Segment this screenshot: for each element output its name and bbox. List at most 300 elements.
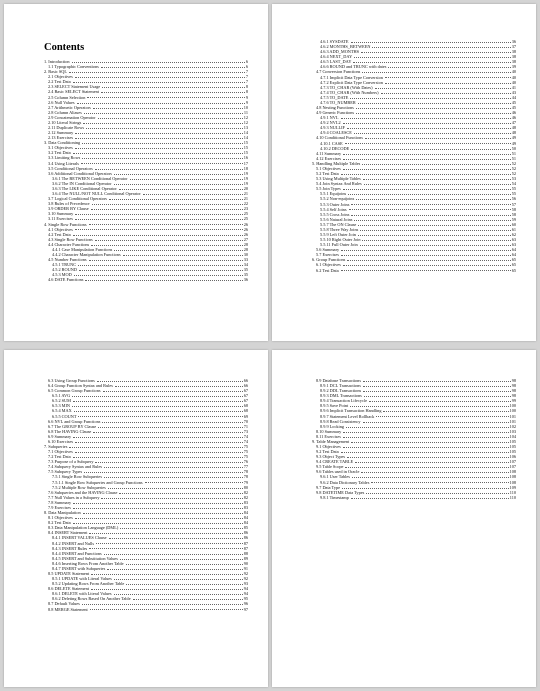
toc-entry-page: 74 (243, 433, 248, 439)
dot-leader (119, 493, 242, 494)
toc-entry-title: 9.7 Data Type (316, 484, 341, 490)
toc-entry-page: 49 (511, 140, 516, 146)
dot-leader (351, 498, 509, 499)
toc-entry-page: 84 (243, 515, 248, 521)
dot-leader (363, 422, 509, 423)
toc-entry-page: 108 (509, 474, 516, 480)
toc-entry-title: 8.10 Summary (316, 428, 342, 434)
toc-entry-page: 98 (511, 393, 516, 399)
toc-entry-page: 59 (511, 216, 516, 222)
dot-leader (346, 427, 509, 428)
toc-entry-title: 7.3 Purpose of a Subquery (48, 459, 94, 465)
toc-entry-page: 53 (511, 176, 516, 182)
toc-entry-title: 4.10.2 DECODE (320, 145, 350, 151)
toc-entry[interactable] (44, 277, 248, 282)
toc-entry-page: 63 (511, 242, 516, 248)
toc-entry-title: 5.4 Join Syntax And Rules (316, 181, 362, 187)
dot-leader (362, 240, 510, 241)
toc-entry-title: 3.6.1 The BETWEEN Conditional Operator (52, 175, 128, 181)
toc-entry-title: 2.9 Concatenation Operator (48, 114, 96, 120)
toc-entry-page: 69 (243, 413, 248, 419)
toc-entry-page: 40 (511, 79, 516, 85)
toc-entry-page: 101 (509, 418, 516, 424)
toc-entry-title: 3.6 Additional Conditional Operators (48, 170, 112, 176)
dot-leader (75, 452, 243, 453)
toc-entry-page: 87 (243, 540, 248, 546)
dot-leader (362, 72, 510, 73)
dot-leader (372, 47, 510, 48)
toc-entry-page: 8 (245, 89, 248, 95)
toc-entry-title: 4.7.5 TO_DATE (320, 94, 349, 100)
dot-leader (350, 98, 510, 99)
toc-entry-title: 4.9.3 NULLIF (320, 125, 345, 131)
toc-entry-page: 96 (243, 601, 248, 607)
dot-leader (92, 204, 243, 205)
toc-entry-title: 8.9.7 Statement Level Rollback (320, 413, 375, 419)
dot-leader (89, 260, 243, 261)
toc-entry-title: 8.5.2 Updating Rows From Another Table (52, 581, 125, 587)
toc-entry-title: 8.6.2 Deleting Rows Based On Another Table (52, 596, 131, 602)
toc-entry-page: 7 (245, 74, 248, 80)
dot-leader (75, 148, 243, 149)
dot-leader (75, 442, 243, 443)
toc-entry-title: 2.3 SELECT Statement Usage (48, 84, 101, 90)
dot-leader (371, 482, 508, 483)
dot-leader (347, 260, 510, 261)
dot-leader (126, 564, 243, 565)
dot-leader (114, 184, 243, 185)
toc-entry-page: 52 (511, 171, 516, 177)
toc-entry-page: 58 (511, 206, 516, 212)
toc-entry-title: 2.2 Test Data (48, 79, 71, 85)
dot-leader (343, 159, 511, 160)
toc-entry-title: 4.6.3 ADD_MONTHS (320, 49, 360, 55)
toc-entry-title: 8.5.1 UPDATE with Literal Values (52, 576, 112, 582)
toc-entry-title: 4.5.1 TRUNC (52, 262, 77, 268)
toc-entry-page: 9 (245, 94, 248, 100)
toc-entry-title: 4.5 Number Functions (48, 257, 87, 263)
toc-entry-page: 82 (243, 489, 248, 495)
toc-entry-page: 45 (511, 105, 516, 111)
toc-entry-page: 98 (511, 383, 516, 389)
dot-leader (74, 275, 243, 276)
dot-leader (351, 442, 508, 443)
toc-entry-title: 6.10 Exercises (48, 438, 74, 444)
toc-entry-title: 7.7 Null Values in a Subquery (48, 494, 100, 500)
dot-leader (358, 103, 511, 104)
dot-leader (97, 381, 243, 382)
dot-leader (364, 396, 511, 397)
dot-leader (78, 416, 242, 417)
toc-entry-page: 86 (243, 535, 248, 541)
dot-leader (89, 224, 243, 225)
toc-entry-title: 4.10 Conditional Functions (316, 135, 363, 141)
toc-entry-page: 7 (245, 79, 248, 85)
toc-entry-title: 2.11 Duplicate Rows (48, 125, 85, 131)
toc-entry-page: 44 (511, 94, 516, 100)
dot-leader (82, 158, 242, 159)
toc-entry-page: 9 (245, 99, 248, 105)
dot-leader (75, 214, 242, 215)
dot-leader (95, 240, 243, 241)
dot-leader (343, 432, 508, 433)
toc-entry-title: 6.4 Group Function Syntax and Rules (48, 383, 113, 389)
toc-entry-page: 40 (511, 74, 516, 80)
dot-leader (130, 179, 243, 180)
toc-entry-title: 4.7 Conversion Functions (316, 69, 361, 75)
toc-entry-title: 8.11 Exercises (316, 433, 341, 439)
dot-leader (103, 391, 243, 392)
toc-entry-page: 27 (243, 236, 248, 242)
toc-entry-title: 8.2 Test Data (48, 520, 71, 526)
toc-entry-page: 26 (243, 226, 248, 232)
dot-leader (354, 133, 511, 134)
toc-entry-title: 7.4 Subquery Syntax and Rules (48, 464, 103, 470)
toc-entry-title: 8.9.6 Implicit Transaction Handling (320, 408, 382, 414)
toc-entry-title: 8.9.2 DDL Transactions (320, 388, 362, 394)
dot-leader (85, 280, 242, 281)
toc-entry-title: 4.4.2 Character Manipulation Functions (52, 251, 121, 257)
toc-entry-title: 5.1 Objectives (316, 165, 341, 171)
toc-entry-title: 1. Introduction (44, 59, 70, 64)
toc-entry-page: 108 (509, 469, 516, 475)
toc-entry-page: 109 (509, 484, 516, 490)
toc-entry-title: 9.6.2 Data Dictionary Tables (320, 479, 370, 485)
dot-leader (84, 472, 243, 473)
toc-entry-page: 26 (243, 231, 248, 237)
toc-entry-page: 48 (511, 130, 516, 136)
toc-entry-page: 23 (243, 206, 248, 212)
toc-entry-title: 5.5.5 Cross Joins (320, 211, 350, 217)
dot-leader (75, 219, 243, 220)
dot-leader (77, 103, 245, 104)
toc-entry-title: 4.7.1 Implicit Data Type Conversion (320, 74, 383, 80)
dot-leader (84, 113, 243, 114)
toc-entry-page: 98 (511, 388, 516, 394)
toc-entry-title: 6.5.2 SUM (52, 398, 71, 404)
toc-entry-page: 20 (243, 185, 248, 191)
toc-entry-title: 8.4.5 INSERT and Substitution Values (52, 555, 118, 561)
toc-entry-page: 15 (243, 145, 248, 151)
toc-entry-page: 73 (243, 428, 248, 434)
dot-leader (341, 452, 509, 453)
toc-entry-title: 4.9.2 NVL2 (320, 120, 341, 126)
toc-entry-page: 64 (511, 247, 516, 253)
dot-leader (69, 447, 242, 448)
toc-entry-page: 91 (243, 565, 248, 571)
toc-entry-title: 5.5.7 The ON Clause (320, 221, 357, 227)
toc-entry-page: 99 (511, 398, 516, 404)
toc-entry-title: 8.3 Data Manipulation Language (DML) (48, 525, 119, 531)
toc-entry-title: 8.7 Default Values (48, 601, 80, 607)
dot-leader (351, 215, 510, 216)
toc-entry-page: 14 (243, 135, 248, 141)
dot-leader (358, 235, 511, 236)
dot-leader (98, 427, 243, 428)
toc-entry-title: 2.8 Column Aliases (48, 109, 82, 115)
dot-leader (90, 609, 243, 610)
dot-leader (91, 589, 243, 590)
dot-leader (120, 528, 242, 529)
dot-leader (343, 447, 509, 448)
toc-entry-title: 2.4 Basic SELECT Statement (48, 89, 100, 95)
toc-entry-title: 3.1 Objectives (48, 145, 73, 151)
toc-entry-title: 7.5.2 Multiple Row Subqueries (52, 484, 106, 490)
toc-entry-title: 8.4.6 Inserting Rows From Another Table (52, 560, 124, 566)
toc-entry-page: 110 (509, 494, 516, 500)
toc-entry-page: 37 (511, 44, 516, 50)
dot-leader (86, 128, 243, 129)
toc-entry-title: 5.5.10 Right Outer Join (320, 237, 361, 243)
toc-entry-page: 34 (243, 262, 248, 268)
toc-entry-title: 9.5 Table Scope (316, 464, 344, 470)
toc-entry-title: 3.6.4 The NULL/NOT NULL Conditional Operator (52, 191, 141, 197)
toc-entry-page: 28 (243, 246, 248, 252)
dot-leader (352, 477, 509, 478)
toc-entry-page: 76 (243, 459, 248, 465)
toc-entry-page: 108 (509, 479, 516, 485)
toc-entry-page: 74 (243, 438, 248, 444)
toc-entry-page: 19 (243, 180, 248, 186)
dot-leader (356, 113, 511, 114)
dot-leader (104, 477, 243, 478)
toc-entry-title: 6.2 Test Data (316, 267, 339, 273)
toc-entry-page: 100 (509, 403, 516, 409)
dot-leader (73, 82, 245, 83)
dot-leader (107, 569, 242, 570)
toc-entry-title: 6. Group Functions (312, 257, 346, 263)
toc-entry-title: 5.3 Using Multiple Tables (316, 176, 361, 182)
toc-entry-title: 9.2 Test Data (316, 449, 339, 455)
toc-list (312, 39, 516, 273)
dot-leader (74, 411, 243, 412)
toc-entry-title: 4.7.6 TO_NUMBER (320, 99, 356, 105)
toc-entry-page: 106 (509, 454, 516, 460)
toc-entry-page: 38 (511, 59, 516, 65)
toc-entry-title: 2.12 Summary (48, 130, 74, 136)
dot-leader (343, 437, 509, 438)
toc-entry-title: 2. Basic SQL (44, 69, 68, 75)
toc-entry-page: 97 (243, 606, 248, 612)
dot-leader (363, 386, 511, 387)
dot-leader (369, 401, 511, 402)
toc-entry-page: 65 (511, 262, 516, 268)
toc-entry-page: 54 (511, 181, 516, 187)
toc-entry-page: 92 (243, 576, 248, 582)
dot-leader (365, 138, 511, 139)
dot-leader (109, 199, 243, 200)
toc-entry-title: 7.8 Summary (48, 499, 72, 505)
dot-leader (366, 493, 508, 494)
toc-entry-page: 100 (509, 408, 516, 414)
toc-entry-page: 87 (243, 545, 248, 551)
dot-leader (341, 270, 511, 271)
toc-entry-page: 56 (511, 196, 516, 202)
toc-entry-title: 3.6.3 The LIKE Conditional Operator (52, 185, 117, 191)
toc-entry-page: 58 (511, 211, 516, 217)
dot-leader (109, 538, 243, 539)
toc-entry-title: 4.4 Character Functions (48, 241, 90, 247)
toc-entry-title: 2.1 Objectives (48, 74, 73, 80)
dot-leader (341, 174, 511, 175)
dot-leader (363, 391, 511, 392)
dot-leader (73, 153, 243, 154)
dot-leader (348, 194, 511, 195)
toc-entry-page: 11 (243, 109, 248, 115)
dot-leader (72, 62, 245, 63)
dot-leader (388, 67, 510, 68)
toc-entry-page: 38 (511, 49, 516, 55)
dot-leader (354, 220, 510, 221)
toc-entry-page: 36 (511, 39, 516, 44)
dot-leader (376, 416, 508, 417)
toc-entry-title: 4.7.4 TO_CHAR (With Numbers) (320, 89, 379, 95)
toc-entry-page: 67 (243, 398, 248, 404)
toc-entry-page: 38 (511, 54, 516, 60)
toc-entry-title: 9.8.1 Timestamp (320, 494, 349, 500)
toc-entry-page: 67 (243, 393, 248, 399)
toc-entry-page: 60 (511, 221, 516, 227)
toc-list (312, 378, 516, 500)
toc-entry-page: 52 (511, 165, 516, 171)
dot-leader (114, 174, 243, 175)
toc-entry-page: 16 (243, 155, 248, 161)
toc-entry-title: 2.10 Literal Strings (48, 119, 82, 125)
toc-entry-title: 8.9.8 Read Consistency (320, 418, 361, 424)
toc-entry-title: 8. Data Manipulation (44, 510, 81, 516)
toc-entry-title: 6.6 NVL and Group Functions (48, 418, 101, 424)
toc-entry-page: 35 (243, 272, 248, 278)
dot-leader (114, 250, 242, 251)
dot-leader (341, 250, 511, 251)
toc-entry-page: 15 (243, 150, 248, 156)
toc-entry-title: 4.3 Single Row Functions (48, 236, 93, 242)
toc-entry-title: 8.9.5 Save Point (320, 403, 349, 409)
dot-leader (95, 462, 242, 463)
toc-entry-title: 6.5.4 MAX (52, 408, 72, 414)
toc-entry-page: 88 (243, 550, 248, 556)
toc-entry-page: 45 (511, 99, 516, 105)
dot-leader (73, 437, 243, 438)
dot-leader (354, 57, 511, 58)
toc-entry-page: 86 (243, 530, 248, 536)
toc-entry-title: 4.4.1 Case Manipulation Functions (52, 246, 113, 252)
dot-leader (98, 118, 243, 119)
dot-leader (75, 229, 243, 230)
toc-entry-title: 8.4.2 INSERT and Nulls (52, 540, 95, 546)
toc-entry-page: 84 (243, 520, 248, 526)
dot-leader (93, 108, 243, 109)
toc-entry-page: 63 (511, 237, 516, 243)
toc-entry-title: 9.8 DATETIME Data Types (316, 489, 365, 495)
dot-leader (351, 42, 511, 43)
toc-entry-title: 5. Handling Multiple Tables (312, 160, 361, 166)
dot-leader (75, 518, 243, 519)
toc-entry-title: 7. Subqueries (44, 444, 68, 450)
dot-leader (75, 77, 245, 78)
toc-entry-page: 50 (511, 145, 516, 151)
dot-leader (385, 77, 511, 78)
toc-entry-title: 5.5.3 Outer Joins (320, 201, 350, 207)
toc-entry-title: 3.10 Summary (48, 211, 74, 217)
toc-entry-title: 7.5.1 Single Row Subqueries (52, 474, 103, 480)
toc-entry-title: 5.5 Join Types (316, 186, 341, 192)
toc-entry[interactable] (312, 268, 516, 273)
dot-leader (343, 189, 511, 190)
dot-leader (360, 245, 511, 246)
dot-leader (123, 255, 243, 256)
toc-entry-page: 68 (243, 408, 248, 414)
toc-entry-page: 15 (243, 140, 248, 146)
dot-leader (72, 396, 243, 397)
dot-leader (120, 559, 243, 560)
dot-leader (343, 265, 511, 266)
toc-entry-title: 6.3 Using Group Functions (48, 378, 95, 383)
toc-entry-title: 4.9 Generic Functions (316, 110, 355, 116)
dot-leader (82, 143, 243, 144)
dot-leader (361, 472, 508, 473)
toc-entry-page: 79 (243, 479, 248, 485)
toc-entry-page: 83 (243, 504, 248, 510)
dot-leader (101, 498, 242, 499)
dot-leader (347, 128, 511, 129)
dot-leader (355, 462, 508, 463)
toc-entry-title: 4.1 Objectives (48, 226, 73, 232)
dot-leader (101, 67, 245, 68)
toc-entry-title: 8.9.1 DCL Transactions (320, 383, 361, 389)
toc-entry-title: 3.6.2 The IN Conditional Operator (52, 180, 112, 186)
dot-leader (91, 574, 243, 575)
toc-entry-page: 33 (243, 257, 248, 263)
dot-leader (133, 599, 243, 600)
toc-entry-page: 12 (243, 119, 248, 125)
toc-entry-page: 61 (511, 226, 516, 232)
dot-leader (75, 138, 243, 139)
toc-entry-page: 84 (243, 510, 248, 516)
dot-leader (345, 143, 511, 144)
toc-entry-title: 5.5.4 Self Joins (320, 206, 347, 212)
toc-entry-page: 13 (243, 125, 248, 131)
dot-leader (115, 386, 243, 387)
toc-entry-title: 7.9 Exercises (48, 504, 71, 510)
toc-entry-title: 2.6 Null Values (48, 99, 75, 105)
toc-entry-page: 105 (509, 444, 516, 450)
toc-entry[interactable] (312, 495, 516, 500)
dot-leader (342, 488, 508, 489)
toc-entry-page: 107 (509, 459, 516, 465)
dot-leader (101, 92, 245, 93)
dot-leader (385, 83, 511, 84)
dot-leader (108, 488, 243, 489)
toc-entry-page: 36 (243, 277, 248, 283)
dot-leader (360, 230, 510, 231)
toc-entry-title: 3. Data Conditioning (44, 140, 81, 146)
toc-entry-title: 2.5 Column Selection (48, 94, 86, 100)
page-2 (272, 4, 536, 341)
dot-leader (353, 62, 510, 63)
toc-entry-page: 8 (245, 84, 248, 90)
toc-entry-page: 40 (511, 69, 516, 75)
toc-entry-title: 7.2 Test Data (48, 454, 71, 460)
toc-entry-page: 21 (243, 196, 248, 202)
toc-entry-title: 4.12 Exercises (316, 155, 342, 161)
dot-leader (83, 123, 242, 124)
dot-leader (358, 225, 510, 226)
toc-entry[interactable] (44, 607, 248, 612)
toc-list (44, 378, 248, 612)
toc-entry-title: 3.5 Conditional Operators (48, 165, 93, 171)
toc-entry-title: 6.5.1 AVG (52, 393, 71, 399)
